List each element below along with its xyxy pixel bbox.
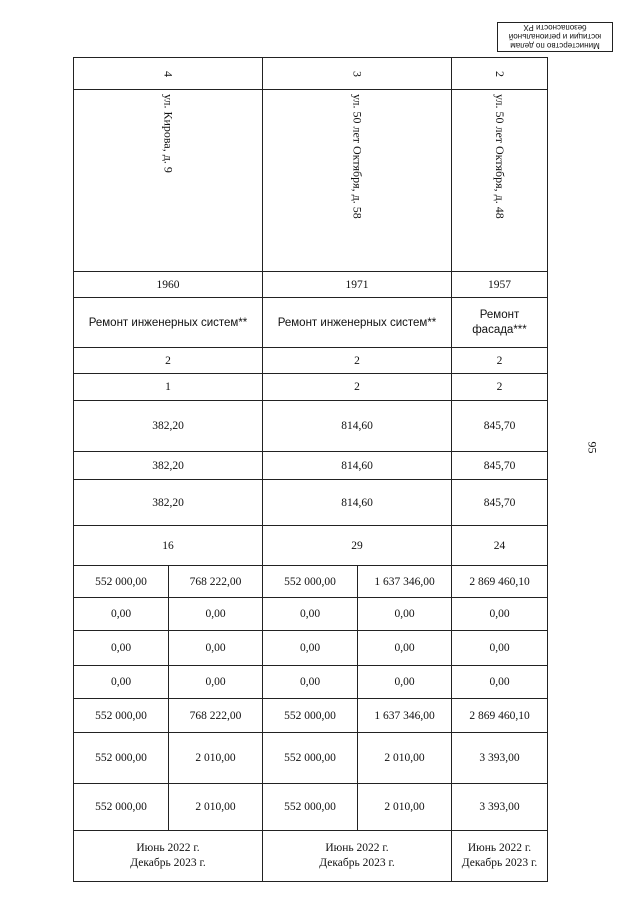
- period-cell: Июнь 2022 г. Декабрь 2023 г.: [74, 831, 263, 882]
- address: ул. Кирова, д. 9: [161, 94, 176, 173]
- table-row: 0,00 0,00 0,00 0,00 0,00: [74, 666, 548, 699]
- year-cell: 1957: [452, 272, 548, 298]
- table-row: [74, 272, 548, 298]
- column-number: 4: [161, 70, 176, 77]
- address: ул. 50 лет Октября, д. 58: [350, 94, 365, 219]
- page-number: 95: [585, 441, 600, 454]
- address: ул. 50 лет Октября, д. 48: [493, 94, 507, 219]
- table-row: 2 2 2: [74, 348, 548, 374]
- work-type: Ремонт инженерных систем**: [263, 298, 452, 348]
- table-row: 382,20 814,60 845,70: [74, 480, 548, 526]
- table-row: [74, 90, 548, 272]
- table-row: 16 29 24: [74, 526, 548, 566]
- year-cell: 1971: [263, 272, 452, 298]
- table-row: 552 000,00 768 222,00 552 000,00 1 637 346,00 2 869 460,10: [74, 566, 548, 598]
- table-row: 382,20 814,60 845,70: [74, 401, 548, 452]
- repair-program-table: [73, 57, 548, 882]
- table-row: 552 000,00 2 010,00 552 000,00 2 010,00 3 393,00: [74, 733, 548, 784]
- column-number: 3: [350, 70, 365, 77]
- table-row: [74, 831, 548, 882]
- column-number: 2: [493, 70, 507, 77]
- table-row: 1 2 2: [74, 374, 548, 401]
- table-row: [74, 58, 548, 90]
- table-row: 0,00 0,00 0,00 0,00 0,00: [74, 631, 548, 666]
- period-cell: Июнь 2022 г. Декабрь 2023 г.: [263, 831, 452, 882]
- table-row: 0,00 0,00 0,00 0,00 0,00: [74, 598, 548, 631]
- table-row: 552 000,00 2 010,00 552 000,00 2 010,00 3 393,00: [74, 784, 548, 831]
- table-row: 552 000,00 768 222,00 552 000,00 1 637 346,00 2 869 460,10: [74, 699, 548, 733]
- period-cell: Июнь 2022 г. Декабрь 2023 г.: [452, 831, 548, 882]
- year-cell: 1960: [74, 272, 263, 298]
- table-row: [74, 298, 548, 348]
- table-row: 382,20 814,60 845,70: [74, 452, 548, 480]
- work-type: Ремонт фасада***: [452, 298, 548, 348]
- ministry-stamp: Министерство по делам юстиции и региональной безопасности РХ: [497, 22, 613, 52]
- work-type: Ремонт инженерных систем**: [74, 298, 263, 348]
